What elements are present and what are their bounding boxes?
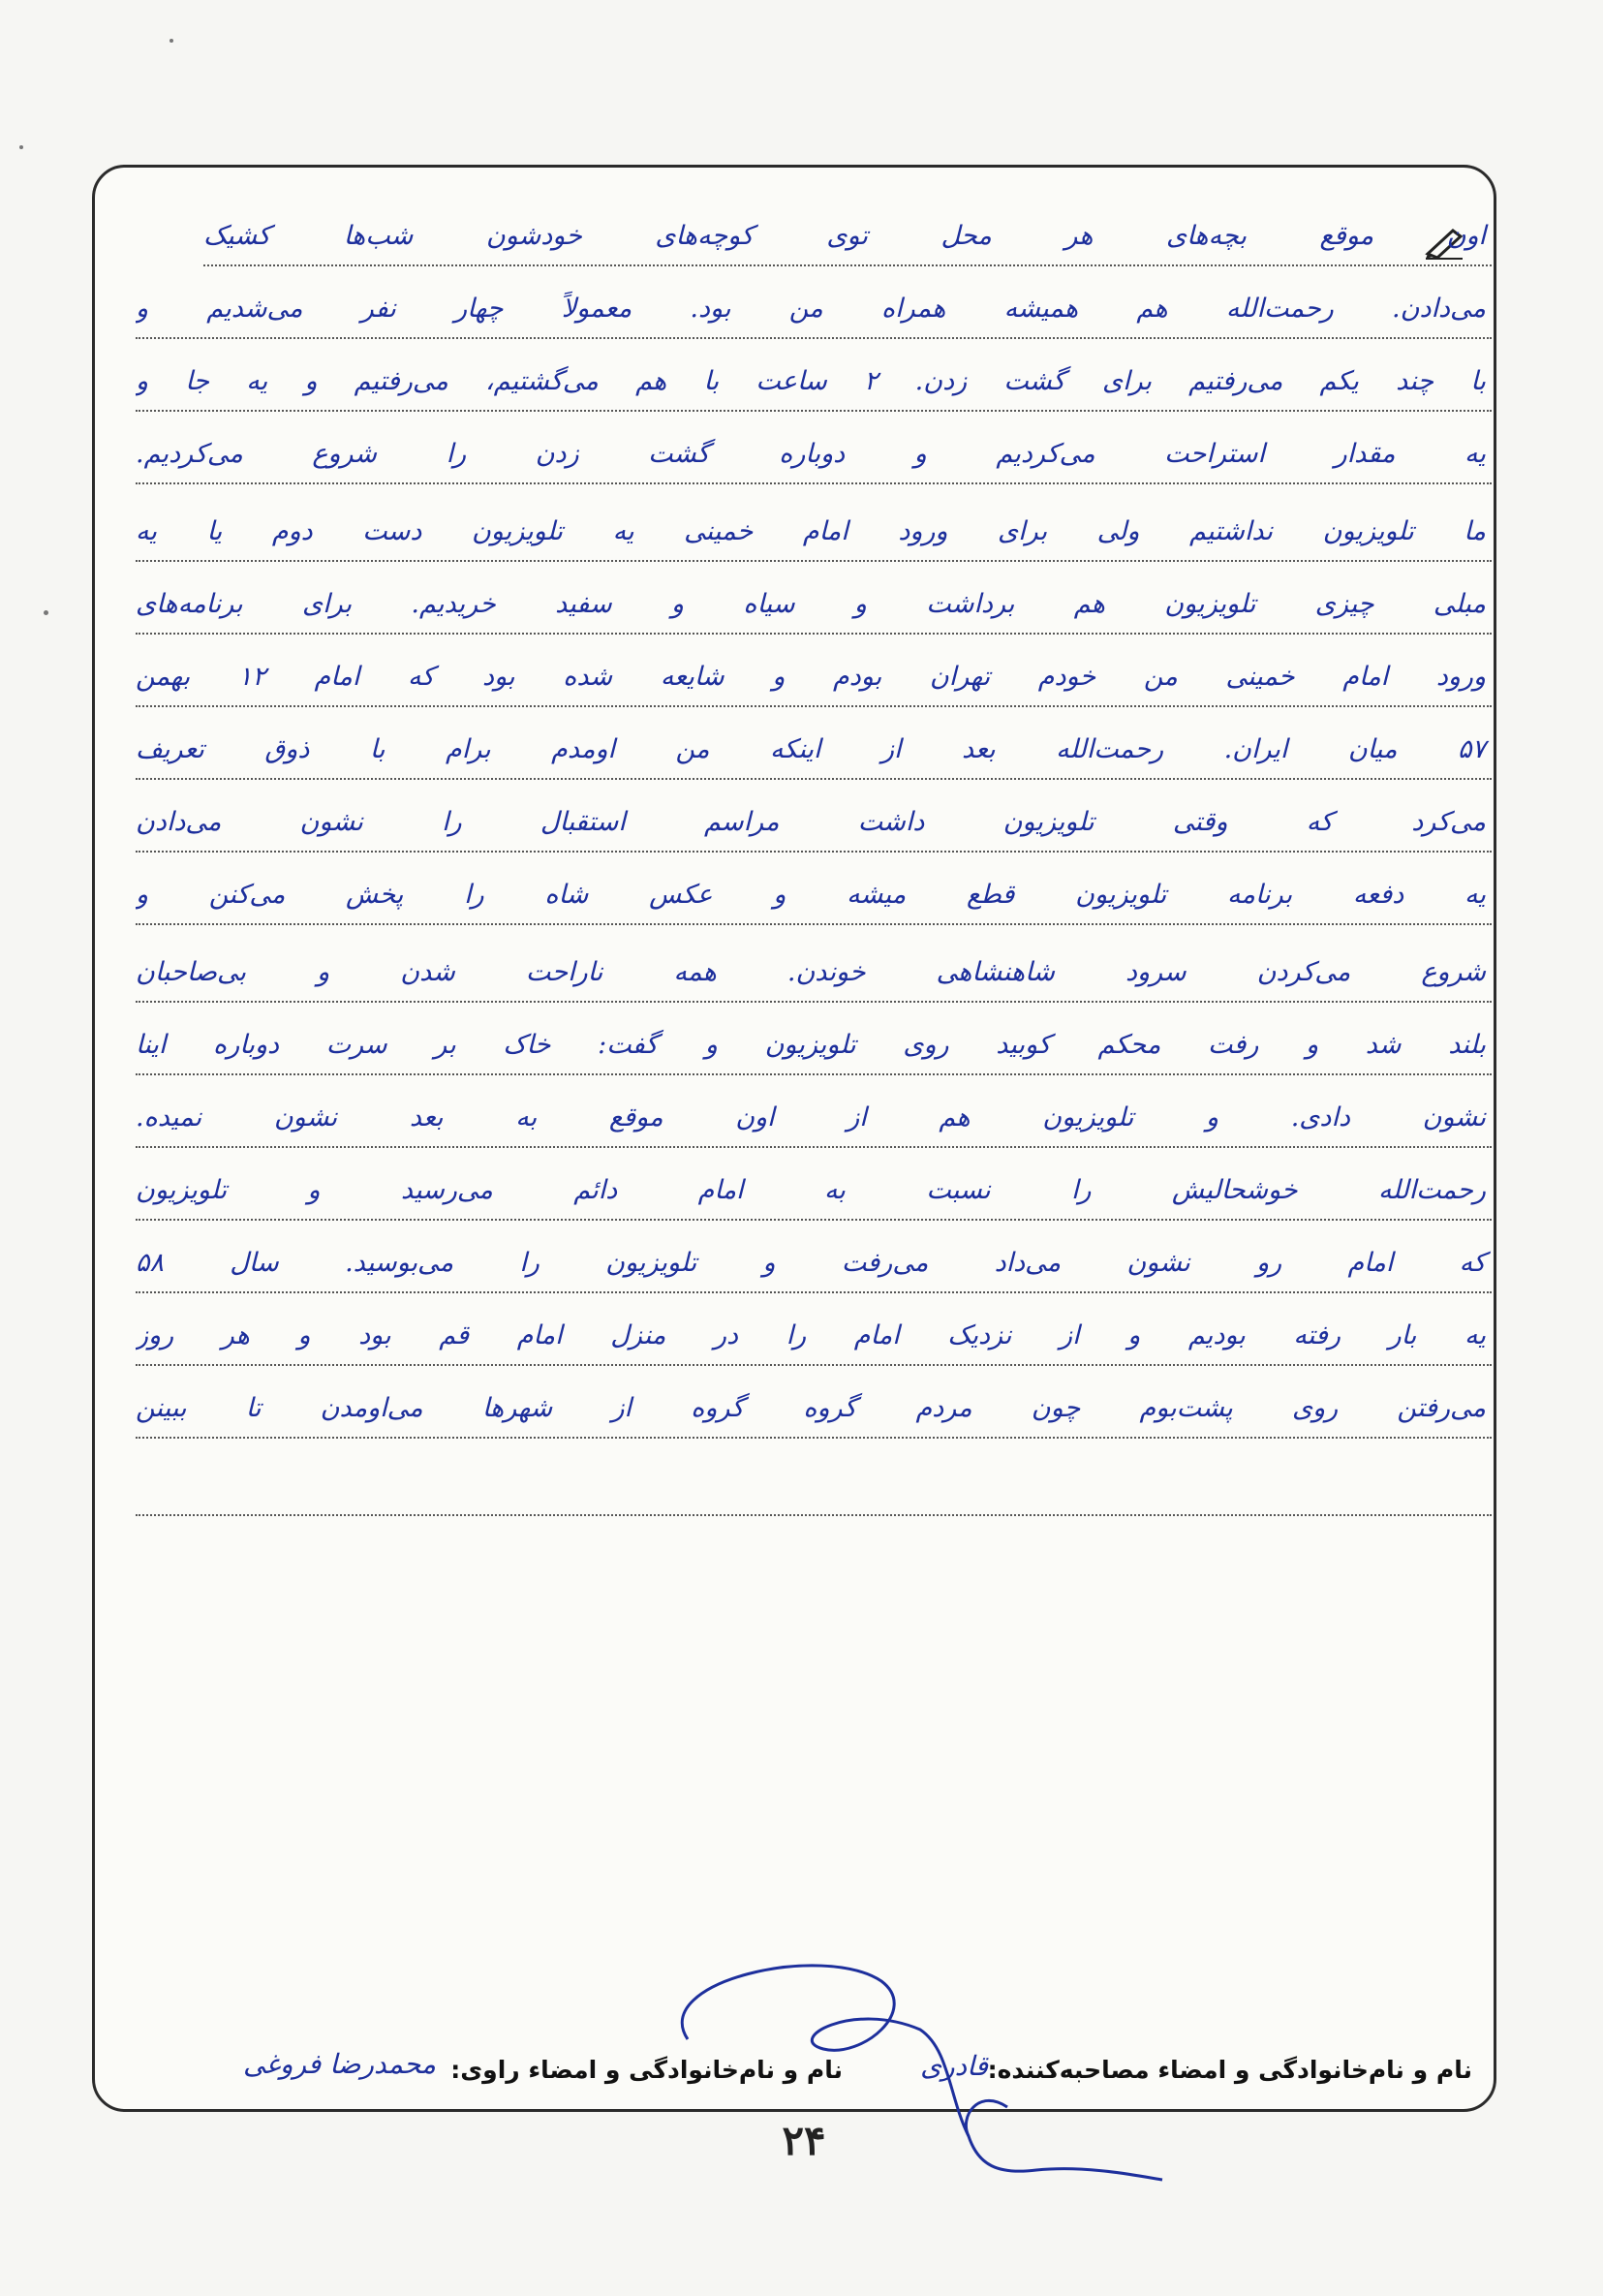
text-line-11: شروع می‌کردن سرود شاهنشاهی خوندن. همه ناراحت شدن و بی‌صاحبان	[136, 945, 1492, 1003]
text-line-17: می‌رفتن روی پشت‌بوم چون مردم گروه گروه از شهرها می‌اومدن تا ببینن	[136, 1381, 1492, 1439]
text-line-4: یه مقدار استراحت می‌کردیم و دوباره گشت زدن را شروع می‌کردیم.	[136, 426, 1492, 484]
text-line-15: که امام رو نشون می‌داد می‌رفت و تلویزیون را می‌بوسید. سال ۵۸	[136, 1235, 1492, 1293]
text-line-8: ۵۷ میان ایران. رحمت‌الله بعد از اینکه من اومدم برام با ذوق تعریف	[136, 722, 1492, 780]
text-line-16: یه بار رفته بودیم و از نزدیک امام را در منزل امام قم بود و هر روز	[136, 1308, 1492, 1366]
text-line-12: بلند شد و رفت محکم کوبید روی تلویزیون و گفت: خاک بر سرت دوباره اینا	[136, 1017, 1492, 1075]
text-line-5: ما تلویزیون نداشتیم ولی برای ورود امام خمینی یه تلویزیون دست دوم یا یه	[136, 504, 1492, 562]
interviewer-signature: قادری	[920, 2050, 988, 2082]
paper-speck	[44, 610, 48, 615]
text-line-1: اون موقع بچه‌های هر محل توی کوچه‌های خودشون شب‌ها کشیک	[203, 208, 1492, 266]
narrator-signature: محمدرضا فروغی	[242, 2048, 436, 2080]
footer-signatures	[116, 2042, 1472, 2100]
text-line-9: می‌کرد که وقتی تلویزیون داشت مراسم استقبال را نشون می‌دادن	[136, 794, 1492, 853]
page-number: ۲۴	[782, 2117, 826, 2164]
text-line-13: نشون دادی. و تلویزیون هم از اون موقع به بعد نشون نمیده.	[136, 1090, 1492, 1148]
text-line-18	[136, 1458, 1492, 1516]
paper-speck	[170, 39, 173, 43]
text-line-6: مبلی چیزی تلویزیون هم برداشت و سیاه و سفید خریدیم. برای برنامه‌های	[136, 576, 1492, 635]
text-line-2: می‌دادن. رحمت‌الله هم همیشه همراه من بود. معمولاً چهار نفر می‌شدیم و	[136, 281, 1492, 339]
interviewer-label: نام و نام‌خانوادگی و امضاء مصاحبه‌کننده:	[987, 2056, 1472, 2084]
text-line-3: با چند یکم می‌رفتیم برای گشت زدن. ۲ ساعت با هم می‌گشتیم، می‌رفتیم و یه جا و	[136, 354, 1492, 412]
text-line-7: ورود امام خمینی من خودم تهران بودم و شایعه شده بود که امام ۱۲ بهمن	[136, 649, 1492, 707]
text-line-14: رحمت‌الله خوشحالیش را نسبت به امام دائم می‌رسید و تلویزیون	[136, 1163, 1492, 1221]
paper-speck	[19, 145, 23, 149]
narrator-label: نام و نام‌خانوادگی و امضاء راوی:	[450, 2056, 843, 2084]
text-line-10: یه دفعه برنامه تلویزیون قطع میشه و عکس شاه را پخش می‌کنن و	[136, 867, 1492, 925]
